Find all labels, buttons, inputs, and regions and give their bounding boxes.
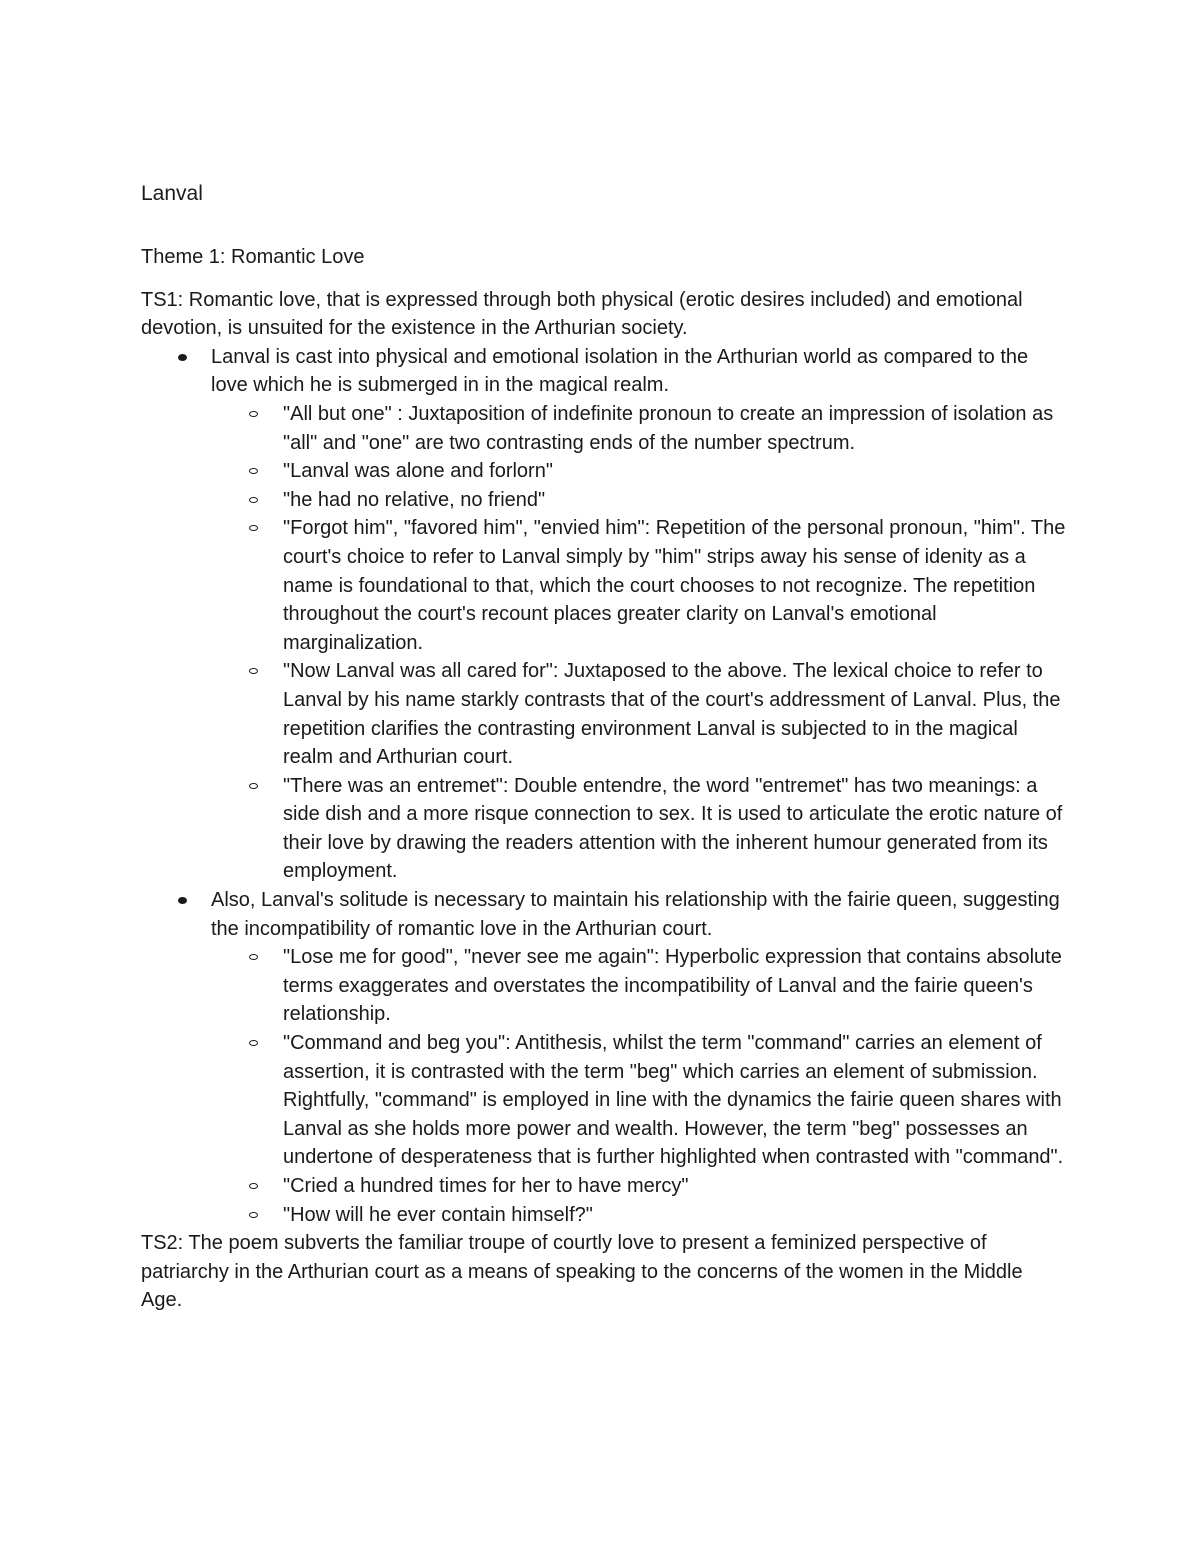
sub-bullet-item	[141, 772, 1066, 886]
sub-bullet-list	[211, 943, 1066, 1229]
circle-bullet-icon	[249, 1183, 258, 1189]
thesis-statement-1: TS1: Romantic love, that is expressed through both physical (erotic desires included) and emotional devotion, is unsuited for the existence in the Arthurian society.	[141, 288, 1023, 340]
sub-bullet-item	[141, 1172, 1066, 1201]
bullet-list	[141, 343, 1066, 1229]
sub-bullet-text: "Forgot him", "favored him", "envied him": Repetition of the personal pronoun, "him". The court's choice to refer to Lanval simply by "him" strips away his sense of idenity as a name is foundational to that, which the court chooses to not recognize. The repetition throughout the court's recount places greater clarity on Lanval's emotional marginalization.	[283, 517, 1066, 654]
sub-bullet-text: "Lanval was alone and forlorn"	[283, 460, 553, 483]
thesis-statement-2: TS2: The poem subverts the familiar troupe of courtly love to present a feminized perspective of patriarchy in the Arthurian court as a means of speaking to the concerns of the women in the Middle Age.	[141, 1232, 1023, 1312]
circle-bullet-icon	[249, 468, 258, 474]
bullet-text: Lanval is cast into physical and emotional isolation in the Arthurian world as compared to the love which he is submerged in in the magical realm.	[211, 345, 1029, 397]
sub-bullet-list	[211, 400, 1066, 886]
sub-bullet-text: "Command and beg you": Antithesis, whilst the term "command" carries an element of assertion, it is contrasted with the term "beg" which carries an element of submission. Rightfully, "command" is employed in line with the dynamics the fairie queen shares with Lanval as she holds more power and wealth. However, the term "beg" possesses an undertone of desperateness that is further highlighted when contrasted with "command".	[283, 1032, 1064, 1169]
bullet-dot-icon	[178, 354, 187, 361]
sub-bullet-item	[141, 943, 1066, 1029]
sub-bullet-text: "Now Lanval was all cared for": Juxtaposed to the above. The lexical choice to refer to Lanval by his name starkly contrasts that of the court's addressment of Lanval. Plus, the repetition clarifies the contrasting environment Lanval is subjected to in the magical realm and Arthurian court.	[283, 660, 1061, 769]
sub-bullet-item	[141, 1029, 1066, 1172]
bullet-item	[141, 886, 1066, 1229]
sub-bullet-text: "How will he ever contain himself?"	[283, 1203, 593, 1226]
bullet-text: Also, Lanval's solitude is necessary to maintain his relationship with the fairie queen, suggesting the incompatibility of romantic love in the Arthurian court.	[211, 889, 1060, 940]
circle-bullet-icon	[249, 1040, 258, 1046]
sub-bullet-item	[141, 657, 1066, 771]
circle-bullet-icon	[249, 411, 258, 417]
sub-bullet-item	[141, 400, 1066, 457]
sub-bullet-text: "Lose me for good", "never see me again": Hyperbolic expression that contains absolute terms exaggerates and overstates the incompatibility of Lanval and the fairie queen's relationship.	[283, 946, 1062, 1026]
sub-bullet-text: "There was an entremet": Double entendre, the word "entremet" has two meanings: a side dish and a more risque connection to sex. It is used to articulate the erotic nature of their love by drawing the readers attention with the inherent humour generated from its employment.	[283, 774, 1063, 883]
circle-bullet-icon	[249, 668, 258, 674]
sub-bullet-text: "All but one" : Juxtaposition of indefinite pronoun to create an impression of isolation as "all" and "one" are two contrasting ends of the number spectrum.	[283, 402, 1054, 454]
circle-bullet-icon	[249, 783, 258, 789]
circle-bullet-icon	[249, 497, 258, 503]
theme-heading: Theme 1: Romantic Love	[141, 246, 365, 268]
bullet-item	[141, 343, 1066, 886]
sub-bullet-item	[141, 1201, 1066, 1230]
circle-bullet-icon	[249, 1212, 258, 1218]
document-title: Lanval	[141, 182, 203, 205]
sub-bullet-text: "he had no relative, no friend"	[283, 488, 546, 511]
document-page	[141, 179, 1066, 1315]
circle-bullet-icon	[249, 525, 258, 531]
sub-bullet-item	[141, 457, 1066, 486]
circle-bullet-icon	[249, 954, 258, 960]
sub-bullet-item	[141, 514, 1066, 657]
sub-bullet-item	[141, 486, 1066, 515]
bullet-dot-icon	[178, 897, 187, 904]
sub-bullet-text: "Cried a hundred times for her to have mercy"	[283, 1175, 689, 1197]
